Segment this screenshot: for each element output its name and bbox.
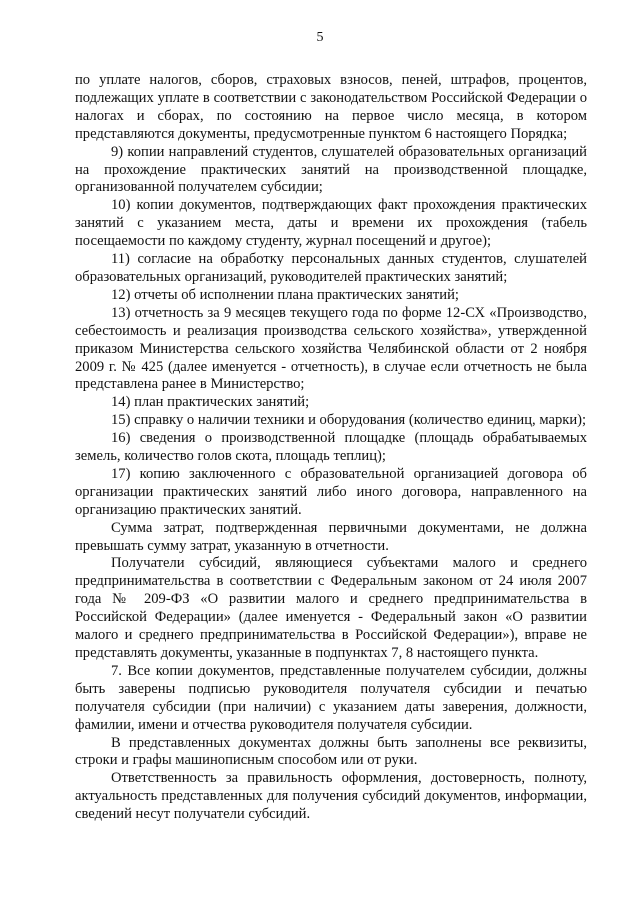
- paragraph-cost-limit: Сумма затрат, подтвержденная первичными документами, не должна превышать сумму затрат, указанную в отчетности.: [75, 519, 587, 554]
- paragraph-item-11: 11) согласие на обработку персональных данных студентов, слушателей образовательных организаций, руководителей практических занятий;: [75, 251, 587, 285]
- paragraph-small-business: Получатели субсидий, являющиеся субъектами малого и среднего предпринимательства в соответствии с Федеральным законом от 24 июля 2007 года № 209-ФЗ «О развитии малого и среднего предпринимательства в Российской Федерации» (далее именуется - Федеральный закон «О развитии малого и среднего предпринимательства в Российской Федерации»), вправе не представлять документы, указанные в подпунктах 7, 8 настоящего пункта.: [75, 555, 587, 661]
- paragraph-item-13: 13) отчетность за 9 месяцев текущего года по форме 12-СХ «Производство, себестоимость и реализация производства сельского хозяйства», утвержденной приказом Министерства сельского хозяйства Челябинской области от 2 ноября 2009 г. № 425 (далее именуется - отчетность), в случае если отчетность не была представлена ранее в Министерство;: [75, 304, 587, 393]
- document-body: [75, 72, 587, 824]
- paragraph-responsibility: Ответственность за правильность оформления, достоверность, полноту, актуальность представленных для получения субсидий документов, информации, сведений несут получатели субсидий.: [75, 770, 587, 823]
- paragraph-item-16: 16) сведения о производственной площадке (площадь обрабатываемых земель, количество голов скота, площадь теплиц);: [75, 430, 587, 465]
- page-number: 5: [316, 30, 324, 45]
- paragraph-requisites: В представленных документах должны быть заполнены все реквизиты, строки и графы машинописным способом или от руки.: [75, 734, 587, 769]
- paragraph-item-12: 12) отчеты об исполнении плана практических занятий;: [111, 286, 459, 303]
- paragraph-item-14: 14) план практических занятий;: [111, 394, 310, 411]
- paragraph-item-17: 17) копию заключенного с образовательной организацией договора об организации практических занятий либо иного договора, направленного на организацию практических занятий.: [75, 465, 587, 518]
- paragraph-item-9: 9) копии направлений студентов, слушателей образовательных организаций на прохождение практических занятий на производственной площадке, организованной получателем субсидии;: [75, 143, 587, 196]
- paragraph-item-15: 15) справку о наличии техники и оборудования (количество единиц, марки);: [111, 412, 587, 429]
- paragraph-continuation: по уплате налогов, сборов, страховых взносов, пеней, штрафов, процентов, подлежащих уплате в соответствии с законодательством Российской Федерации о налогах и сборах, по состоянию на первое число месяца, в котором представляются документы, предусмотренные пунктом 6 настоящего Порядка;: [75, 72, 587, 142]
- paragraph-item-7-certification: 7. Все копии документов, представленные получателем субсидии, должны быть заверены подписью руководителя получателя субсидии и печатью получателя субсидии (при наличии) с указанием даты заверения, должности, фамилии, имени и отчества руководителя получателя субсидии.: [75, 662, 587, 733]
- paragraph-item-10: 10) копии документов, подтверждающих факт прохождения практических занятий с указанием места, даты и времени их прохождения (табель посещаемости по каждому студенту, журнал посещений и другое);: [75, 197, 587, 250]
